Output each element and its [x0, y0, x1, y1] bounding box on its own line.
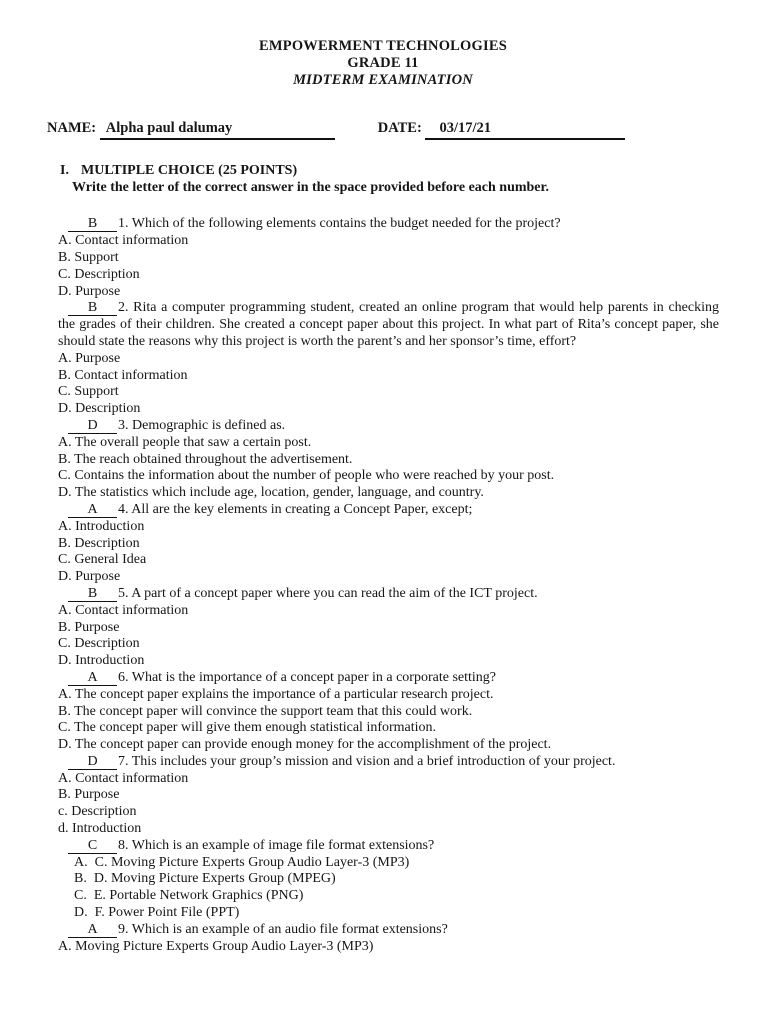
answer-blank: A — [68, 671, 117, 686]
question-number: 7. — [118, 753, 129, 769]
option-b: B. Description — [58, 535, 140, 551]
option-d: D. Purpose — [58, 283, 121, 299]
question-2 — [58, 300, 719, 418]
option-c: c. Description — [58, 804, 137, 820]
answer-blank: A — [68, 503, 117, 518]
question-text: Which is an example of image file format extensions? — [131, 837, 435, 853]
option-c: C. Support — [58, 384, 119, 400]
name-date-row — [47, 120, 719, 140]
question-5 — [58, 586, 719, 670]
question-line — [58, 300, 719, 350]
answer-blank: B — [68, 301, 117, 316]
option-d: D. F. Power Point File (PPT) — [74, 905, 240, 921]
option-b: B. Purpose — [58, 787, 120, 803]
question-list — [47, 216, 719, 955]
option-a: A. Contact information — [58, 233, 189, 249]
option-a: A. The overall people that saw a certain post. — [58, 434, 312, 450]
option-d: d. Introduction — [58, 821, 142, 837]
option-c: C. The concept paper will give them enough statistical information. — [58, 720, 437, 736]
question-line — [58, 216, 719, 233]
question-number: 1. — [118, 216, 129, 232]
date-field: 03/17/21 — [425, 120, 625, 140]
question-number: 2. — [118, 300, 129, 316]
option-c: C. Description — [58, 636, 140, 652]
question-line — [58, 670, 719, 687]
document-exam-type: MIDTERM EXAMINATION — [293, 72, 473, 88]
option-c: C. General Idea — [58, 552, 147, 568]
option-a: A. Contact information — [58, 602, 189, 618]
question-text: Demographic is defined as. — [132, 417, 286, 433]
option-a: A. Introduction — [58, 518, 145, 534]
question-text: This includes your group’s mission and vision and a brief introduction of your project. — [131, 753, 616, 769]
question-3 — [58, 418, 719, 502]
section-heading — [47, 163, 719, 180]
option-b: B. Contact information — [58, 367, 188, 383]
option-c: C. E. Portable Network Graphics (PNG) — [74, 888, 304, 904]
question-number: 3. — [118, 417, 129, 433]
question-line — [58, 418, 719, 435]
document-title: EMPOWERMENT TECHNOLOGIES — [259, 38, 507, 54]
question-text: Rita a computer programming student, created an online program that would help parents in checking the grades of their children. She created a concept paper about this project. In what part of Rita’s concept paper, she should state the reasons why this project is worth the parent’s and her sponsor’s time, effort? — [58, 300, 719, 349]
option-b: B. The concept paper will convince the support team that this could work. — [58, 703, 473, 719]
question-text: Which of the following elements contains the budget needed for the project? — [131, 216, 561, 232]
question-1 — [58, 216, 719, 300]
question-number: 4. — [118, 501, 129, 517]
option-d: D. The concept paper can provide enough money for the accomplishment of the project. — [58, 737, 552, 753]
question-number: 6. — [118, 669, 129, 685]
section-title: MULTIPLE CHOICE (25 POINTS) — [81, 162, 298, 178]
question-text: Which is an example of an audio file format extensions? — [131, 921, 448, 937]
question-line — [58, 922, 719, 939]
date-group — [378, 120, 626, 140]
option-b: B. Purpose — [58, 619, 120, 635]
option-a: A. Purpose — [58, 350, 121, 366]
question-text: All are the key elements in creating a Concept Paper, except; — [131, 501, 473, 517]
question-line — [58, 754, 719, 771]
option-d: D. The statistics which include age, location, gender, language, and country. — [58, 485, 484, 501]
section-instruction: Write the letter of the correct answer in the space provided before each number. — [72, 179, 549, 195]
question-9 — [58, 922, 719, 956]
option-d: D. Introduction — [58, 653, 145, 669]
document-grade: GRADE 11 — [347, 55, 419, 71]
question-text: A part of a concept paper where you can read the aim of the ICT project. — [131, 585, 538, 601]
question-line — [58, 838, 719, 855]
name-field: Alpha paul dalumay — [100, 120, 335, 140]
question-text: What is the importance of a concept paper in a corporate setting? — [131, 669, 496, 685]
answer-blank: D — [68, 755, 117, 770]
question-number: 8. — [118, 837, 129, 853]
question-line — [58, 586, 719, 603]
question-4 — [58, 502, 719, 586]
option-b: B. Support — [58, 249, 119, 265]
answer-blank: D — [68, 419, 117, 434]
option-b: B. The reach obtained throughout the advertisement. — [58, 451, 353, 467]
option-a: A. Contact information — [58, 770, 189, 786]
option-b: B. D. Moving Picture Experts Group (MPEG) — [74, 871, 336, 887]
answer-blank: B — [68, 587, 117, 602]
answer-blank: B — [68, 217, 117, 232]
option-a: A. The concept paper explains the importance of a particular research project. — [58, 686, 494, 702]
option-a: A. Moving Picture Experts Group Audio Layer-3 (MP3) — [58, 938, 374, 954]
question-line — [58, 502, 719, 519]
answer-blank: C — [68, 839, 117, 854]
option-a: A. C. Moving Picture Experts Group Audio Layer-3 (MP3) — [74, 854, 410, 870]
question-number: 9. — [118, 921, 129, 937]
option-d: D. Purpose — [58, 569, 121, 585]
question-6 — [58, 670, 719, 754]
date-label: DATE: — [377, 120, 426, 136]
answer-blank: A — [68, 923, 117, 938]
question-7 — [58, 754, 719, 838]
option-c: C. Description — [58, 266, 140, 282]
document-header — [47, 38, 719, 89]
name-label: NAME: — [47, 120, 100, 136]
question-8 — [58, 838, 719, 922]
option-d: D. Description — [58, 401, 141, 417]
section-numeral: I. — [60, 162, 69, 178]
option-c: C. Contains the information about the number of people who were reached by your post. — [58, 468, 555, 484]
question-number: 5. — [118, 585, 129, 601]
